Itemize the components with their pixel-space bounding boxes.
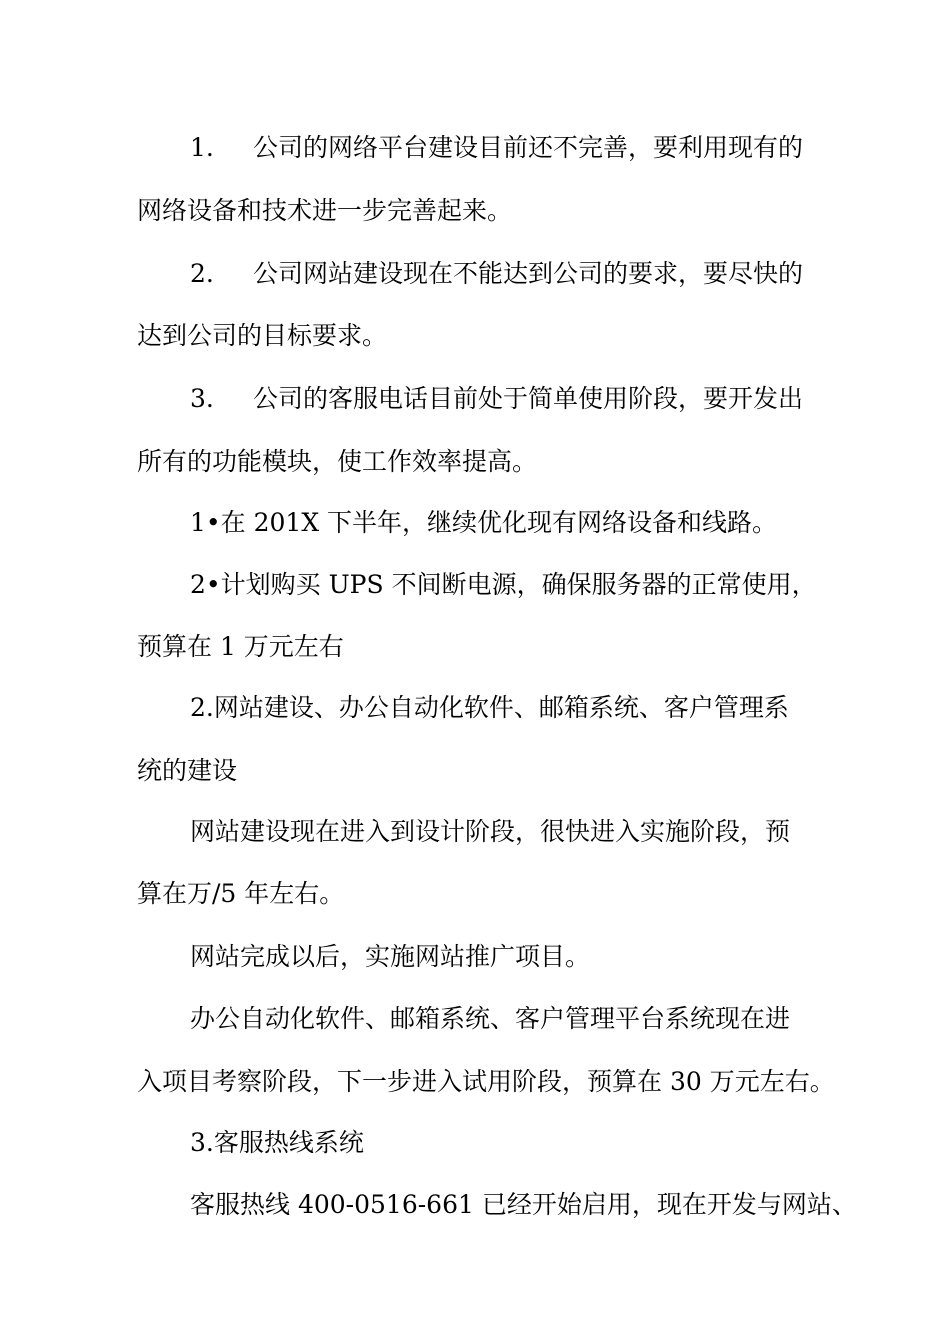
paragraph-5-line-1: 2•计划购买 UPS 不间断电源，确保服务器的正常使用， [190,570,817,599]
paragraph-3-text: 公司的客服电话目前处于简单使用阶段，要开发出 [253,384,804,413]
paragraph-6-line-1: 网站建设现在进入到设计阶段，很快进入实施阶段，预 [190,817,791,846]
section-heading-3: 3.客服热线系统 [190,1128,364,1157]
paragraph-2-text: 公司网站建设现在不能达到公司的要求，要尽快的 [253,259,804,288]
paragraph-9-line-1: 客服热线 400-0516-661 已经开始启用，现在开发与网站、 [190,1190,857,1219]
paragraph-6-line-2: 算在万/5 年左右。 [137,879,345,908]
section-heading-2-line-2: 统的建设 [137,756,238,785]
paragraph-5-line-2: 预算在 1 万元左右 [137,632,344,661]
paragraph-4-line-1: 1•在 201X 下半年，继续优化现有网络设备和线路。 [190,508,778,537]
paragraph-3-line-1 [190,384,803,414]
section-heading-2-line-1: 2.网站建设、办公自动化软件、邮箱系统、客户管理系 [190,693,789,722]
paragraph-2-line-2: 达到公司的目标要求。 [137,321,388,350]
paragraph-2-line-1 [190,259,803,289]
paragraph-1-text: 公司的网络平台建设目前还不完善，要利用现有的 [253,133,804,162]
paragraph-8-line-1: 办公自动化软件、邮箱系统、客户管理平台系统现在进 [190,1004,791,1033]
list-number-1: 1. [190,133,214,162]
paragraph-3-line-2: 所有的功能模块，使工作效率提高。 [137,447,538,476]
paragraph-1-line-1 [190,133,803,163]
list-number-2: 2. [190,259,214,288]
paragraph-7-line-1: 网站完成以后，实施网站推广项目。 [190,942,591,971]
paragraph-1-line-2: 网络设备和技术进一步完善起来。 [137,196,513,225]
paragraph-8-line-2: 入项目考察阶段，下一步进入试用阶段，预算在 30 万元左右。 [137,1067,835,1096]
list-number-3: 3. [190,384,214,413]
